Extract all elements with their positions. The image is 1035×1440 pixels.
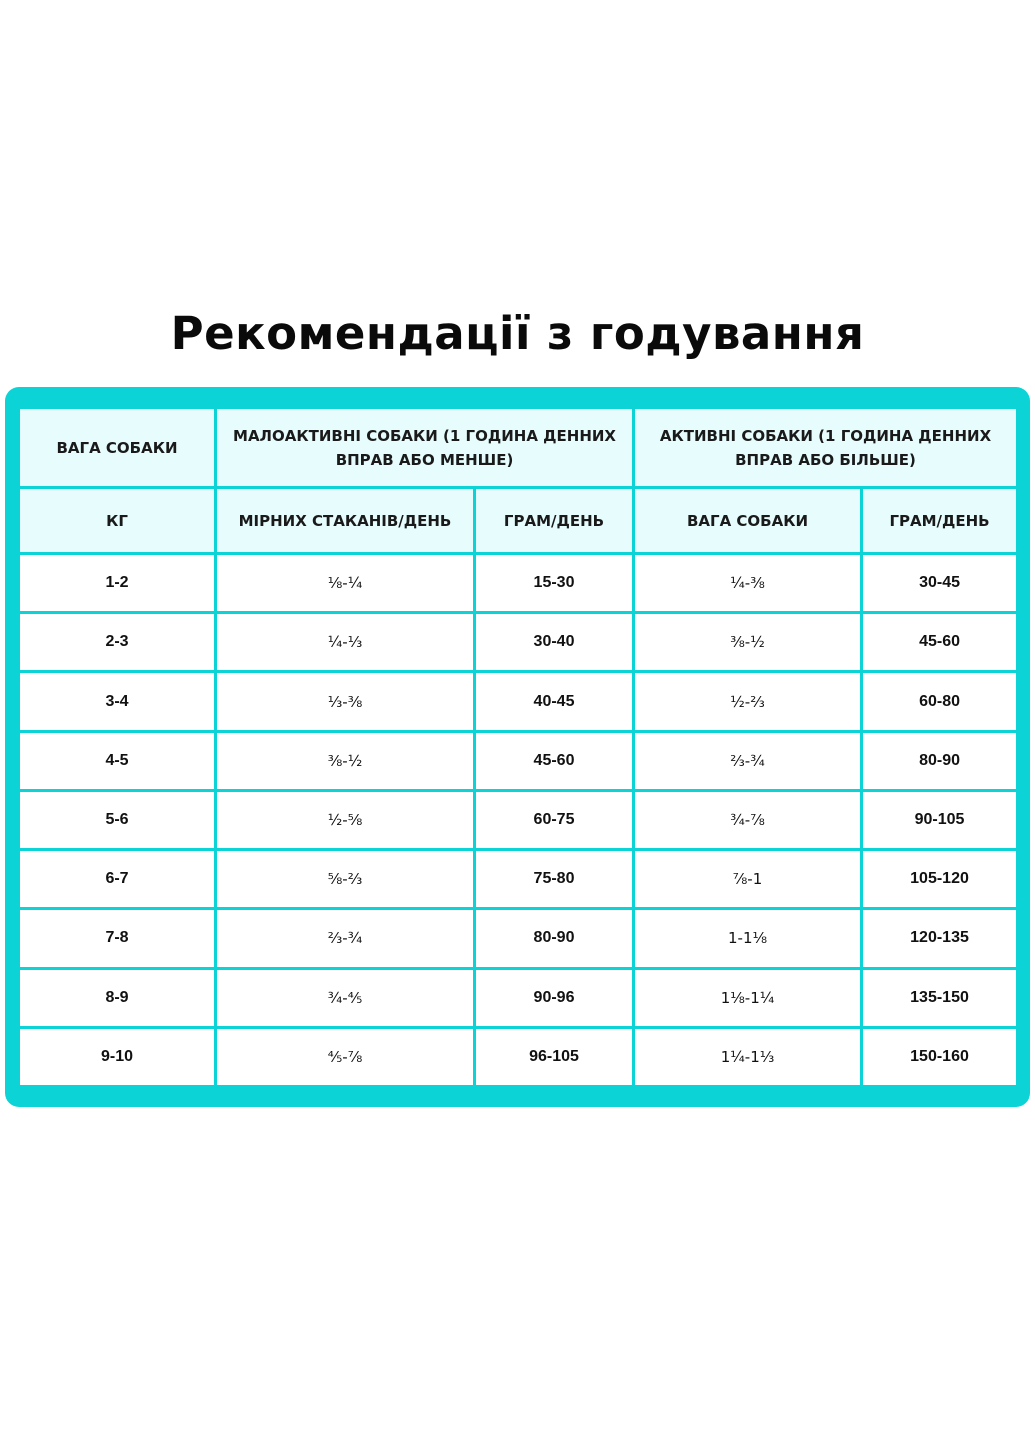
- cell-kg: 8-9: [19, 968, 216, 1027]
- table-row: [19, 968, 1018, 1027]
- table-row: [19, 554, 1018, 613]
- cell-kg: 9-10: [19, 1027, 216, 1086]
- cell-low-cups: ⅛-¼: [216, 554, 475, 613]
- cell-low-grams: 90-96: [475, 968, 634, 1027]
- table-row: [19, 850, 1018, 909]
- page-title: Рекомендації з годування: [170, 307, 865, 360]
- cell-active-cups: ⅞-1: [634, 850, 862, 909]
- cell-active-cups: ½-⅔: [634, 672, 862, 731]
- header-row-units: [19, 488, 1018, 554]
- cell-active-grams: 105-120: [862, 850, 1018, 909]
- feeding-table: [17, 406, 1019, 1088]
- table-row: [19, 790, 1018, 849]
- cell-low-grams: 96-105: [475, 1027, 634, 1086]
- cell-low-cups: ⅝-⅔: [216, 850, 475, 909]
- header-row-groups: [19, 408, 1018, 488]
- table-row: [19, 613, 1018, 672]
- header-active-dogs: АКТИВНІ СОБАКИ (1 ГОДИНА ДЕННИХ ВПРАВ АБО БІЛЬШЕ): [634, 408, 1018, 488]
- header-low-cups: МІРНИХ СТАКАНІВ/ДЕНЬ: [216, 488, 475, 554]
- cell-active-cups: ¾-⅞: [634, 790, 862, 849]
- table-row: [19, 1027, 1018, 1086]
- cell-low-grams: 45-60: [475, 731, 634, 790]
- cell-low-grams: 40-45: [475, 672, 634, 731]
- header-dog-weight: ВАГА СОБАКИ: [19, 408, 216, 488]
- cell-kg: 2-3: [19, 613, 216, 672]
- cell-low-cups: ⅘-⅞: [216, 1027, 475, 1086]
- cell-active-cups: 1-1⅛: [634, 909, 862, 968]
- cell-kg: 7-8: [19, 909, 216, 968]
- cell-low-cups: ⅜-½: [216, 731, 475, 790]
- cell-kg: 5-6: [19, 790, 216, 849]
- cell-active-grams: 120-135: [862, 909, 1018, 968]
- table-row: [19, 909, 1018, 968]
- cell-active-grams: 60-80: [862, 672, 1018, 731]
- cell-kg: 6-7: [19, 850, 216, 909]
- cell-low-cups: ¾-⅘: [216, 968, 475, 1027]
- cell-low-grams: 30-40: [475, 613, 634, 672]
- cell-active-cups: 1⅛-1¼: [634, 968, 862, 1027]
- table-row: [19, 731, 1018, 790]
- cell-active-grams: 80-90: [862, 731, 1018, 790]
- cell-active-grams: 30-45: [862, 554, 1018, 613]
- cell-low-grams: 60-75: [475, 790, 634, 849]
- header-active-cups: ВАГА СОБАКИ: [634, 488, 862, 554]
- cell-low-cups: ½-⅝: [216, 790, 475, 849]
- cell-active-grams: 45-60: [862, 613, 1018, 672]
- cell-active-cups: 1¼-1⅓: [634, 1027, 862, 1086]
- cell-active-cups: ⅔-¾: [634, 731, 862, 790]
- cell-active-grams: 150-160: [862, 1027, 1018, 1086]
- cell-low-cups: ⅓-⅜: [216, 672, 475, 731]
- header-low-grams: ГРАМ/ДЕНЬ: [475, 488, 634, 554]
- cell-active-cups: ⅜-½: [634, 613, 862, 672]
- cell-low-cups: ⅔-¾: [216, 909, 475, 968]
- cell-active-cups: ¼-⅜: [634, 554, 862, 613]
- cell-low-cups: ¼-⅓: [216, 613, 475, 672]
- header-low-active-dogs: МАЛОАКТИВНІ СОБАКИ (1 ГОДИНА ДЕННИХ ВПРАВ АБО МЕНШЕ): [216, 408, 634, 488]
- cell-low-grams: 75-80: [475, 850, 634, 909]
- cell-active-grams: 135-150: [862, 968, 1018, 1027]
- cell-kg: 4-5: [19, 731, 216, 790]
- cell-active-grams: 90-105: [862, 790, 1018, 849]
- cell-kg: 1-2: [19, 554, 216, 613]
- cell-low-grams: 80-90: [475, 909, 634, 968]
- cell-low-grams: 15-30: [475, 554, 634, 613]
- header-kg: КГ: [19, 488, 216, 554]
- cell-kg: 3-4: [19, 672, 216, 731]
- table-row: [19, 672, 1018, 731]
- header-active-grams: ГРАМ/ДЕНЬ: [862, 488, 1018, 554]
